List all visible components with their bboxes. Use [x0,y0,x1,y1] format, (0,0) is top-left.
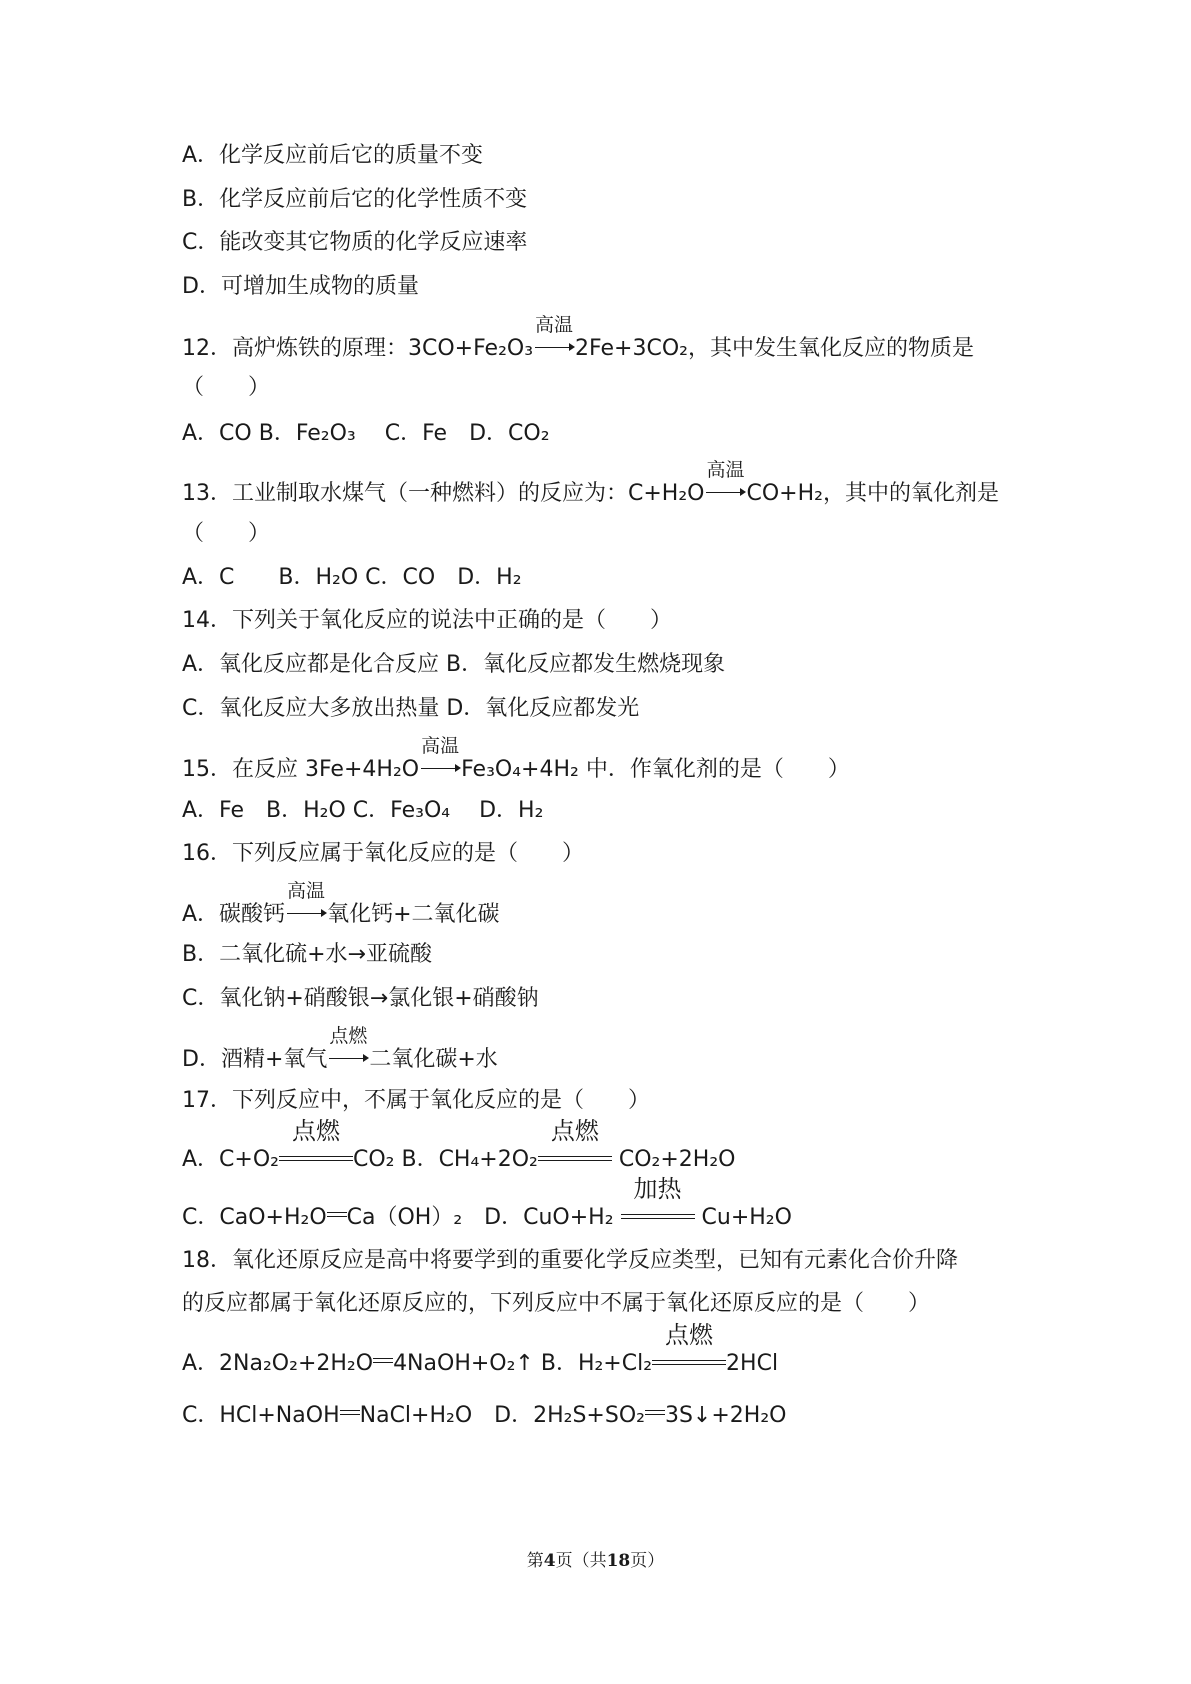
reaction-arrow [327,1025,369,1066]
q15-suffix: Fe₃O₄+4H₂ 中．作氧化剂的是（ ） [461,757,850,782]
reaction-arrow [533,314,575,355]
footer-text: 页） [630,1551,665,1571]
reaction-condition: 高温 [535,314,574,336]
reaction-condition: 加热 [633,1175,682,1203]
q11-option-c: C．能改变其它物质的化学反应速率 [182,230,528,255]
q18-c-prefix: C．HCl+NaOH [182,1403,340,1428]
q17-options-row2 [182,1175,792,1233]
q13-stem [182,459,999,509]
q12-stem [182,314,974,364]
reaction-condition: 点燃 [291,1117,340,1145]
reaction-arrow [285,880,327,921]
q16-option-c: C．氧化钠+硝酸银→氯化银+硝酸钠 [182,986,539,1011]
q13-blank: （ ） [182,521,271,546]
q14-stem: 14．下列关于氧化反应的说法中正确的是（ ） [182,608,672,633]
page-total: 18 [606,1551,631,1571]
q18-b-suffix: 2HCl [726,1351,779,1376]
q12-suffix: 2Fe+3CO₂，其中发生氧化反应的物质是 [575,336,974,361]
q16-d-prefix: D．酒精+氧气 [182,1047,328,1072]
q18-options-row2 [182,1392,786,1431]
q18-options-row1 [182,1321,779,1379]
q17-options-row1 [182,1117,736,1175]
reaction-equals [340,1392,360,1422]
q18-c-suffix: NaCl+H₂O D．2H₂S+SO₂ [359,1403,645,1428]
page-number: 4 [543,1551,556,1571]
q15-stem [182,735,850,785]
q14-options-row1: A．氧化反应都是化合反应 B．氧化反应都发生燃烧现象 [182,652,726,677]
page-footer [0,1546,1191,1571]
q15-options: A．Fe B．H₂O C．Fe₃O₄ D．H₂ [182,798,544,823]
q18-stem-line2: 的反应都属于氧化还原反应的，下列反应中不属于氧化还原反应的是（ ） [182,1291,931,1316]
reaction-condition: 点燃 [550,1117,599,1145]
q11-option-d: D．可增加生成物的质量 [182,274,419,299]
q12-prefix: 12．高炉炼铁的原理：3CO+Fe₂O₃ [182,336,534,361]
q18-stem-line1: 18．氧化还原反应是高中将要学到的重要化学反应类型，已知有元素化合价升降 [182,1248,958,1273]
q17-a-suffix: CO₂ B．CH₄+2O₂ [352,1147,538,1172]
q16-a-suffix: 氧化钙+二氧化碳 [327,902,500,927]
q11-option-a: A．化学反应前后它的质量不变 [182,143,484,168]
reaction-equals [621,1175,695,1224]
q17-c-prefix: C．CaO+H₂O [182,1205,327,1230]
q16-option-a [182,880,500,930]
reaction-arrow [704,459,746,500]
q13-suffix: CO+H₂，其中的氧化剂是 [746,481,999,506]
reaction-condition: 高温 [706,459,745,481]
reaction-equals [373,1340,393,1370]
reaction-equals [538,1117,612,1166]
reaction-equals [327,1194,347,1224]
q11-option-b: B．化学反应前后它的化学性质不变 [182,187,528,212]
q17-c-suffix: Ca（OH）₂ D．CuO+H₂ [346,1205,621,1230]
reaction-equals [279,1117,353,1166]
reaction-condition: 高温 [287,880,326,902]
q13-options: A．C B．H₂O C．CO D．H₂ [182,565,522,590]
q18-a-suffix: 4NaOH+O₂↑ B．H₂+Cl₂ [393,1351,653,1376]
q18-a-prefix: A．2Na₂O₂+2H₂O [182,1351,374,1376]
q12-blank: （ ） [182,375,271,400]
reaction-equals [645,1392,665,1422]
footer-text: 页（共 [555,1551,607,1571]
reaction-condition: 点燃 [329,1025,368,1047]
reaction-condition: 点燃 [665,1321,714,1349]
q16-a-prefix: A．碳酸钙 [182,902,286,927]
reaction-arrow [419,735,461,776]
footer-text: 第 [526,1551,544,1571]
q16-option-b: B．二氧化硫+水→亚硫酸 [182,942,432,967]
reaction-equals [652,1321,726,1370]
q17-stem: 17．下列反应中，不属于氧化反应的是（ ） [182,1088,650,1113]
q14-options-row2: C．氧化反应大多放出热量 D．氧化反应都发光 [182,696,640,721]
q17-a-prefix: A．C+O₂ [182,1147,279,1172]
q16-stem: 16．下列反应属于氧化反应的是（ ） [182,841,584,866]
q16-d-suffix: 二氧化碳+水 [369,1047,498,1072]
q16-option-d [182,1025,498,1075]
q17-b-suffix: CO₂+2H₂O [611,1147,736,1172]
q17-d-suffix: Cu+H₂O [694,1205,792,1230]
reaction-condition: 高温 [421,735,460,757]
q18-d-suffix: 3S↓+2H₂O [664,1403,787,1428]
q13-prefix: 13．工业制取水煤气（一种燃料）的反应为：C+H₂O [182,481,705,506]
q12-options: A．CO B．Fe₂O₃ C．Fe D．CO₂ [182,421,550,446]
q15-prefix: 15．在反应 3Fe+4H₂O [182,757,420,782]
